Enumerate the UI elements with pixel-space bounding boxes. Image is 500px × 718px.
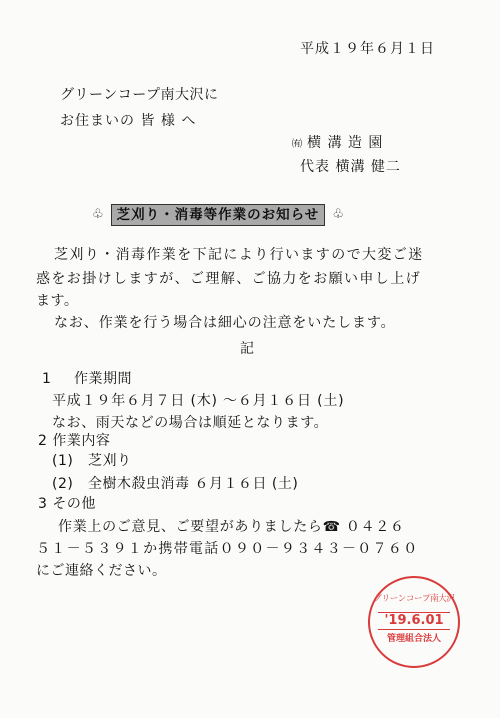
- club-ornament-icon: ♧: [332, 207, 344, 222]
- company-type-prefix: ㈲: [292, 139, 303, 150]
- received-stamp: [368, 576, 460, 668]
- section-1-number: 1: [42, 371, 52, 387]
- contact-line-2: ５１－５３９１か携帯電話０９０－９３４３－０７６０: [36, 541, 419, 557]
- recipient-line-2: お住まいの 皆 様 へ: [60, 113, 197, 129]
- ki-heading: 記: [240, 341, 255, 357]
- body-line-1: 芝刈り・消毒作業を下記により行いますので大変ご迷: [54, 247, 424, 263]
- contact-line-3: にご連絡ください。: [36, 563, 167, 579]
- work-item-2: [52, 475, 298, 493]
- work-item-1-number: (1): [52, 453, 74, 469]
- stamp-date: '19.6.01: [378, 612, 450, 630]
- work-item-2-number: (2): [52, 476, 74, 492]
- work-period-note: なお、雨天などの場合は順延となります。: [52, 415, 329, 431]
- contact-line-1: 作業上のご意見、ご要望がありましたら☎ ０４２６: [58, 519, 405, 535]
- document-date: 平成１９年６月１日: [300, 41, 435, 57]
- work-item-1: [52, 452, 132, 470]
- section-2-heading: 2 作業内容: [38, 433, 111, 449]
- recipient-line-1: グリーンコープ南大沢に: [60, 87, 219, 103]
- section-1-title: 作業期間: [74, 371, 132, 387]
- stamp-bottom-text: 管理組合法人: [386, 634, 441, 644]
- body-line-3: ます。: [36, 293, 79, 309]
- sender-representative: 代表 横溝 健二: [300, 159, 401, 175]
- notice-title-text: 芝刈り・消毒等作業のお知らせ: [111, 204, 326, 226]
- work-item-1-text: 芝刈り: [88, 453, 132, 469]
- club-ornament-icon: ♧: [92, 207, 104, 222]
- work-period-dates: 平成１９年６月７日 (木) ～６月１６日 (土): [52, 393, 345, 409]
- section-3-heading: 3 その他: [38, 496, 96, 512]
- stamp-top-text: グリーンコープ南大沢: [373, 594, 455, 604]
- body-line-4: なお、作業を行う場合は細心の注意をいたします。: [54, 315, 396, 331]
- work-item-2-text: 全樹木殺虫消毒 ６月１６日 (土): [88, 476, 299, 492]
- sender-company: [292, 134, 383, 154]
- notice-title: [92, 204, 344, 226]
- body-line-2: 惑をお掛けしますが、ご理解、ご協力をお願い申し上げ: [36, 271, 421, 287]
- section-1-heading: [42, 370, 132, 388]
- company-name: 横 溝 造 園: [307, 135, 384, 151]
